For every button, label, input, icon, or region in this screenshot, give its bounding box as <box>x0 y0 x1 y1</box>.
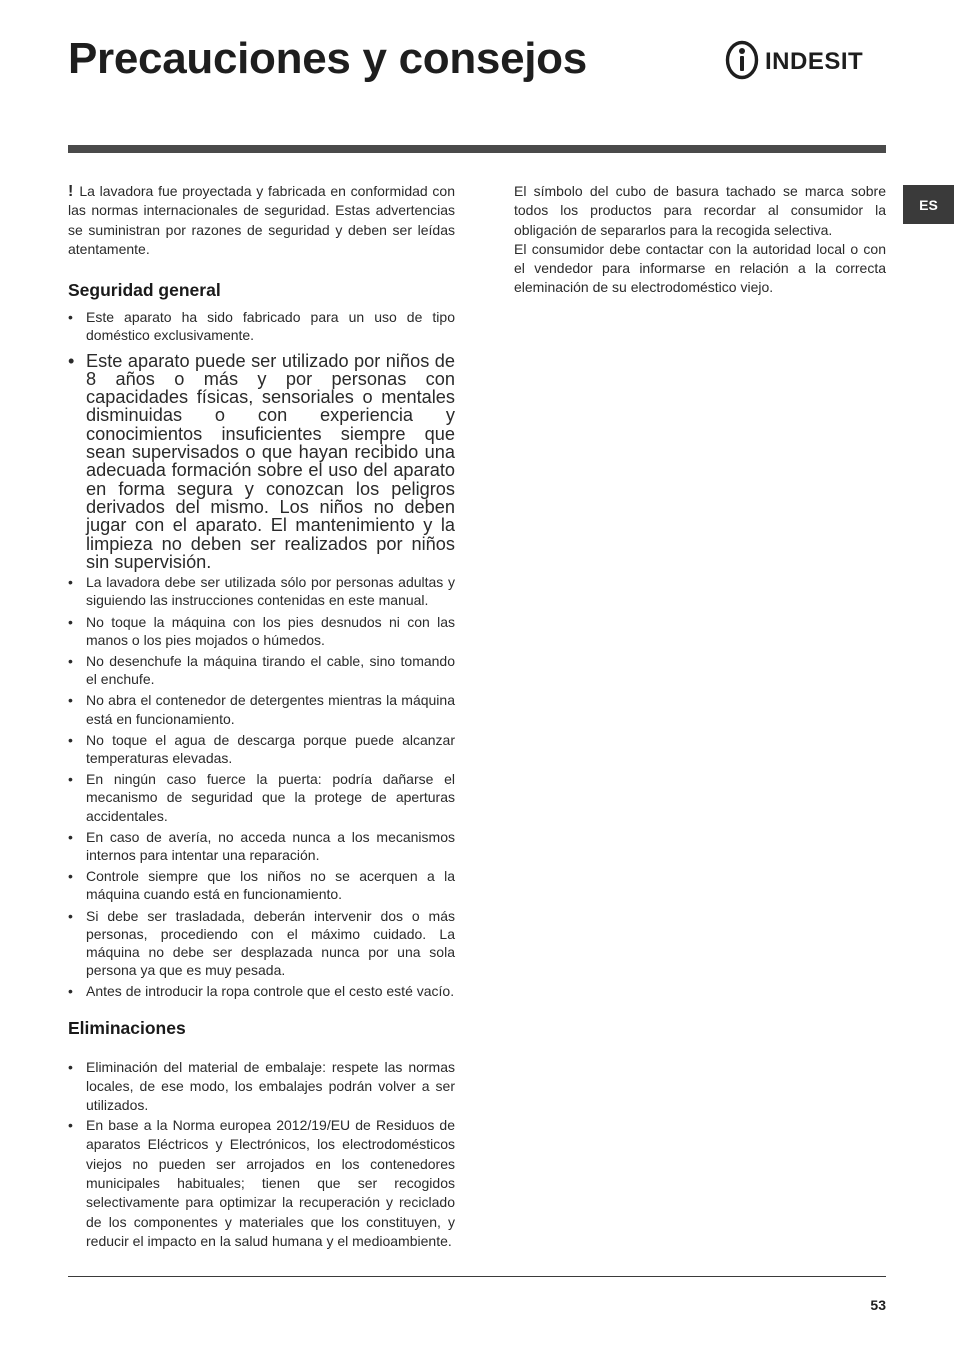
section-heading-seguridad: Seguridad general <box>68 280 221 301</box>
list-item: • Este aparato ha sido fabricado para un uso de tipo doméstico exclusivamente. <box>68 308 455 344</box>
brand-wordmark: INDESIT <box>765 48 864 75</box>
indesit-logo-graphic <box>725 40 887 80</box>
right-paragraph-2: El consumidor debe contactar con la autoridad local o con el vendedor para informarse en relación a la correcta eleminación de su electrodoméstico viejo. <box>514 240 886 296</box>
page-number: 53 <box>870 1297 886 1313</box>
seguridad-list <box>68 308 455 1000</box>
intro-paragraph <box>68 182 455 259</box>
right-column <box>514 182 886 298</box>
list-item: • La lavadora debe ser utilizada sólo por personas adultas y siguiendo las instrucciones contenidas en este manual. <box>68 573 455 609</box>
footer-rule <box>68 1276 886 1277</box>
list-item: • Antes de introducir la ropa controle que el cesto esté vacío. <box>68 982 455 1000</box>
list-item: • No toque la máquina con los pies desnudos ni con las manos o los pies mojados o húmedos. <box>68 613 455 649</box>
left-column <box>68 182 455 1252</box>
list-item: • No desenchufe la máquina tirando el cable, sino tomando el enchufe. <box>68 652 455 688</box>
right-paragraph-1: El símbolo del cubo de basura tachado se marca sobre todos los productos para recordar al consumidor la obligación de separarlos para la recogida selectiva. <box>514 183 886 238</box>
intro-text: La lavadora fue proyectada y fabricada en conformidad con las normas internacionales de seguridad. Estas advertencias se suministran por razones de seguridad y deben ser leídas atentamente. <box>68 183 455 257</box>
list-item: • En base a la Norma europea 2012/19/EU de Residuos de aparatos Eléctricos y Electrónicos, los electrodomésticos viejos no pueden ser arrojados en los contenedores municipales habituales; tienen que ser recogidos selectivamente para optimizar la recuperación y reciclado de los componentes y materiales que los constituyen, y reducir el impacto en la salud humana y el medioambiente. <box>68 1116 455 1252</box>
indesit-logo <box>725 40 887 80</box>
list-item: • Controle siempre que los niños no se acerquen a la máquina cuando está en funcionamiento. <box>68 867 455 903</box>
list-item: • En ningún caso fuerce la puerta: podría dañarse el mecanismo de seguridad que la protege de aperturas accidentales. <box>68 770 455 825</box>
list-item: • Eliminación del material de embalaje: respete las normas locales, de ese modo, los embalajes podrán volver a ser utilizados. <box>68 1058 455 1116</box>
list-item: • No abra el contenedor de detergentes mientras la máquina está en funcionamiento. <box>68 691 455 727</box>
warning-icon: ! <box>68 183 74 200</box>
eliminaciones-list <box>68 1058 455 1252</box>
list-item: • En caso de avería, no acceda nunca a los mecanismos internos para intentar una reparación. <box>68 828 455 864</box>
language-tab[interactable]: ES <box>903 185 954 224</box>
list-item: • No toque el agua de descarga porque puede alcanzar temperaturas elevadas. <box>68 731 455 767</box>
page-title: Precauciones y consejos <box>68 34 587 83</box>
list-item-highlight: • Este aparato puede ser utilizado por niños de 8 años o más y por personas con capacidades físicas, sensoriales o mentales disminuidas o con experiencia y conocimientos insuficientes siempre que sean supervisados o que hayan recibido una adecuada formación sobre el uso del aparato en forma segura y conozcan los peligros derivados del mismo. Los niños no deben jugar con el aparato. El mantenimiento y la limpieza no deben ser realizados por niños sin supervisión. <box>68 352 455 572</box>
list-item: • Si debe ser trasladada, deberán intervenir dos o más personas, procediendo con el máximo cuidado. La máquina no debe ser desplazada nunca por una sola persona ya que es muy pesada. <box>68 907 455 980</box>
section-heading-eliminaciones: Eliminaciones <box>68 1017 186 1038</box>
header-rule <box>68 145 886 153</box>
